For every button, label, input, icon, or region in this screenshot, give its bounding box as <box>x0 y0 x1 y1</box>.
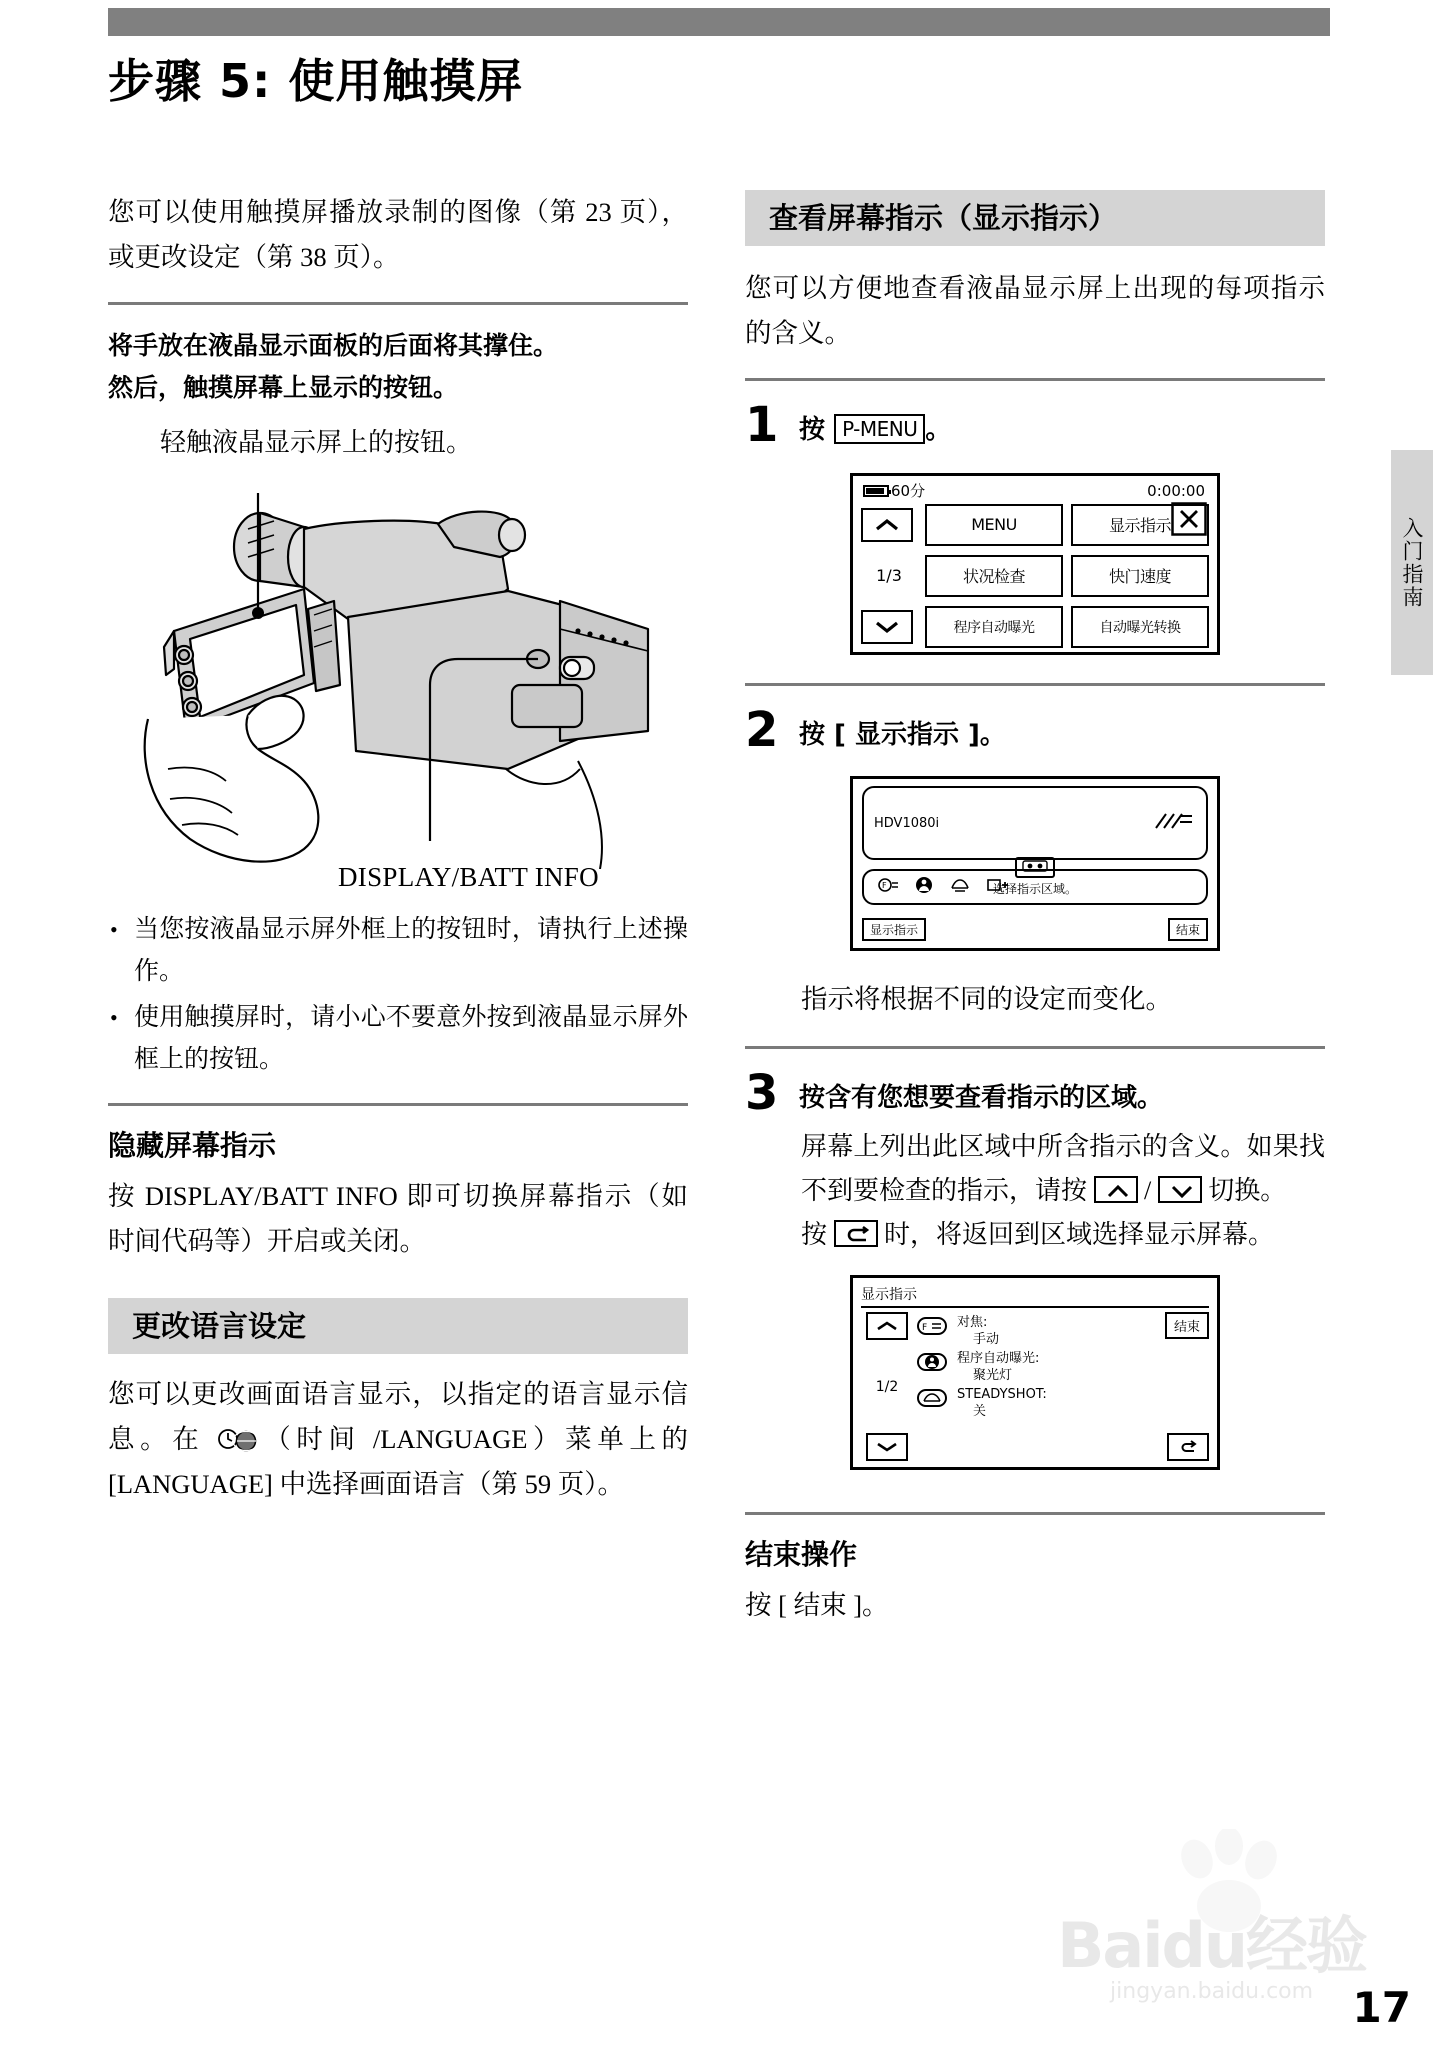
step-1-text-after: 。 <box>925 415 952 445</box>
p-menu-keycap: P-MENU <box>834 414 925 444</box>
touch-note: 轻触液晶显示屏上的按钮。 <box>160 428 473 457</box>
divider <box>108 302 688 305</box>
program-ae-icon <box>917 1353 947 1371</box>
side-tab <box>1391 450 1433 675</box>
focus-icon <box>917 1317 947 1335</box>
lcd-screen-pmenu <box>850 473 1220 655</box>
step-1-text-before: 按 <box>799 415 835 445</box>
hide-indicators-heading: 隐藏屏幕指示 <box>108 1129 277 1162</box>
chevron-down-icon[interactable] <box>1158 1176 1202 1203</box>
guide-value: 关 <box>973 1404 987 1419</box>
guide-label: STEADYSHOT: <box>957 1387 1047 1402</box>
guide-action-column <box>1147 1312 1209 1461</box>
display-guide-tag[interactable]: 显示指示 <box>862 918 926 941</box>
shutter-speed-button[interactable]: 快门速度 <box>1071 555 1209 597</box>
guide-text <box>957 1350 1039 1384</box>
tape-icon <box>1015 857 1055 878</box>
list-item <box>917 1350 1147 1384</box>
watermark-sub: jingyan.baidu.com <box>1110 1979 1314 2004</box>
return-icon[interactable] <box>834 1220 878 1247</box>
page-title: 步骤 5: 使用触摸屏 <box>108 54 524 108</box>
guide-text <box>957 1386 1047 1420</box>
divider <box>745 1512 1325 1515</box>
step-3-text: 按含有您想要查看指示的区域。 <box>799 1083 1164 1113</box>
format-label: HDV1080i <box>874 815 940 831</box>
notes-bullet-list <box>108 909 688 1081</box>
display-batt-info-label: DISPLAY/BATT INFO <box>338 862 599 892</box>
step-2-number: 2 <box>745 702 779 758</box>
lcd-status-bar <box>861 482 1209 502</box>
change-language-heading: 更改语言设定 <box>108 1298 688 1354</box>
guide-text <box>957 1314 999 1348</box>
region-action-row <box>862 918 1208 941</box>
paw-watermark-icon <box>1171 1829 1291 1939</box>
page-indicator: 1/2 <box>875 1378 899 1395</box>
left-column <box>108 190 688 1507</box>
chevron-up-icon[interactable] <box>861 508 913 542</box>
end-tag[interactable]: 结束 <box>1168 918 1208 941</box>
lang-body-part-1: 您可以更改画面语言显示，以指定的语言显示信息。在 <box>108 1379 688 1454</box>
divider <box>745 378 1325 381</box>
intro-paragraph: 您可以使用触摸屏播放录制的图像（第 23 页），或更改设定（第 38 页）。 <box>108 197 688 272</box>
list-item <box>917 1386 1147 1420</box>
step-3-body-part-3: 按 <box>801 1220 834 1249</box>
end-operation-heading: 结束操作 <box>745 1538 858 1571</box>
recording-indicator <box>1152 808 1196 838</box>
guide-label: 程序自动曝光: <box>957 1351 1040 1366</box>
status-check-button[interactable]: 状况检查 <box>925 555 1063 597</box>
hide-indicators-body: 按 DISPLAY/BATT INFO 即可切换屏幕指示（如时间代码等）开启或关闭。 <box>108 1181 688 1256</box>
watermark-main: Baidu经验 <box>1057 1909 1366 1982</box>
right-column <box>745 190 1325 1628</box>
guide-rows <box>913 1312 1147 1461</box>
divider <box>108 1103 688 1106</box>
step-1-number: 1 <box>745 397 779 453</box>
pmenu-grid <box>861 502 1209 650</box>
program-ae-icon <box>914 876 934 898</box>
chevron-up-icon[interactable] <box>866 1312 908 1340</box>
display-guide-title: 显示指示 <box>861 1287 917 1303</box>
step-3 <box>745 1065 1325 1121</box>
chevron-down-icon[interactable] <box>861 610 913 644</box>
lcd-screen-region-select <box>850 776 1220 951</box>
guide-nav-column <box>861 1312 913 1461</box>
bold-instruction-line-1: 将手放在液晶显示面板的后面将其撑住。 <box>108 331 559 360</box>
step-1-text <box>799 401 951 451</box>
step-2 <box>745 702 1325 758</box>
end-button[interactable]: 结束 <box>1165 1312 1209 1339</box>
svg-text:F: F <box>882 880 887 890</box>
program-ae-button[interactable]: 程序自动曝光 <box>925 606 1063 648</box>
bold-instruction-line-2: 然后，触摸屏幕上显示的按钮。 <box>108 373 459 402</box>
battery-status <box>863 482 925 500</box>
check-indicators-heading: 查看屏幕指示（显示指示） <box>745 190 1325 246</box>
display-guide-button[interactable]: 显示指示 <box>1071 504 1209 546</box>
step-3-body <box>801 1125 1325 1257</box>
guide-value: 聚光灯 <box>973 1368 1013 1383</box>
divider <box>745 1046 1325 1049</box>
step-1 <box>745 397 1325 453</box>
step-3-body-sep: / <box>1137 1176 1158 1205</box>
lcd-screen-display-guide <box>850 1275 1220 1470</box>
guide-value: 手动 <box>973 1332 1000 1347</box>
region-hint-area <box>935 857 1135 897</box>
title-rule <box>861 1306 1209 1308</box>
clock-globe-icon <box>217 1424 259 1454</box>
page-indicator: 1/3 <box>876 566 902 586</box>
side-tab-label: 入门指南 <box>1400 516 1424 609</box>
check-indicators-intro: 您可以方便地查看液晶显示屏上出现的每项指示的含义。 <box>745 273 1325 348</box>
change-language-body <box>108 1372 688 1507</box>
chevron-down-icon[interactable] <box>866 1433 908 1461</box>
focus-icon <box>876 877 900 897</box>
camcorder-illustration <box>108 469 688 899</box>
steadyshot-icon <box>917 1389 947 1407</box>
region-hint-text: 选择指示区域。 <box>992 882 1077 896</box>
step-3-body-part-2: 切换。 <box>1201 1176 1287 1205</box>
return-icon[interactable] <box>1167 1433 1209 1461</box>
bold-instruction <box>108 325 688 409</box>
step-3-body-part-4: 时，将返回到区域选择显示屏幕。 <box>877 1220 1275 1249</box>
page-number: 17 <box>1352 1983 1411 2032</box>
chevron-up-icon[interactable] <box>1094 1176 1138 1203</box>
guide-label: 对焦: <box>957 1315 988 1330</box>
lang-body-part-2: （时间 /LANGUAGE）菜单上的 [LANGUAGE] 中选择画面语言（第 59 页）。 <box>108 1424 689 1499</box>
divider <box>745 683 1325 686</box>
step-3-number: 3 <box>745 1065 779 1121</box>
list-item: • 当您按液晶显示屏外框上的按钮时，请执行上述操作。 <box>108 909 688 993</box>
battery-icon <box>863 485 889 497</box>
display-guide-body <box>861 1312 1209 1461</box>
list-item: • 使用触摸屏时，请小心不要意外按到液晶显示屏外框上的按钮。 <box>108 997 688 1081</box>
close-x-icon[interactable] <box>1171 502 1207 540</box>
top-decorative-bar <box>108 8 1330 36</box>
timecode: 0:00:00 <box>1147 482 1205 500</box>
step-2-note: 指示将根据不同的设定而变化。 <box>801 984 1172 1014</box>
list-item <box>917 1314 1147 1348</box>
camcorder-drawing <box>108 469 688 869</box>
menu-button[interactable]: MENU <box>925 504 1063 546</box>
end-operation-body: 按 [ 结束 ]。 <box>745 1590 889 1620</box>
region-upper-area[interactable] <box>862 786 1208 860</box>
battery-time: 60分 <box>891 482 926 500</box>
ae-shift-button[interactable]: 自动曝光转换 <box>1071 606 1209 648</box>
svg-text:F: F <box>922 1323 928 1333</box>
step-3-body-part-1: 屏幕上列出此区域中所含指示的含义。如果找不到要检查的指示，请按 <box>801 1132 1325 1205</box>
step-2-text: 按 [ 显示指示 ]。 <box>799 720 1006 750</box>
